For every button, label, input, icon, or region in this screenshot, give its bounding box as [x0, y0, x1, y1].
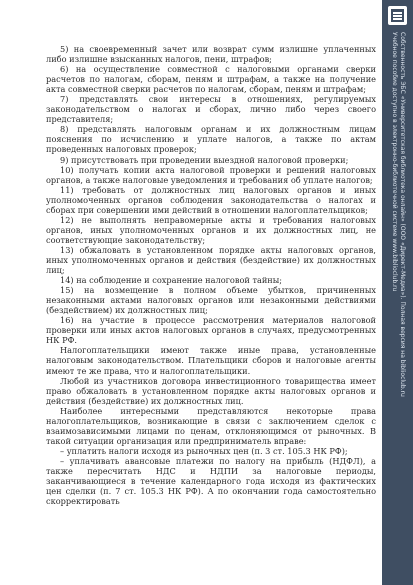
document-body [46, 44, 376, 506]
paragraph-8: 12) не выполнять неправомерные акты и требования налоговых органов, иных уполномоченных органов и их должностных лиц, не соответствующие законодательству; [46, 214, 376, 245]
paragraph-6: 10) получать копии акта налоговой проверки и решений налоговых органов, а также налоговые уведомления и требования об уплате налогов; [46, 164, 376, 185]
paragraph-11: 15) на возмещение в полном объеме убытков, причиненных незаконными актами налоговых органов или незаконными действиями (бездействием) их должностных лиц; [46, 285, 376, 316]
paragraph-14: Любой из участников договора инвестиционного товарищества имеет право обжаловать в установленном порядке акты налоговых органов и действия (бездействие) их должностных лиц. [46, 375, 376, 406]
paragraph-5: 9) присутствовать при проведении выездной налоговой проверки; [60, 154, 349, 165]
paragraph-4: 8) представлять налоговым органам и их должностным лицам пояснения по исчислению и уплате налогов, а также по актам проведенных налоговых проверок; [46, 124, 376, 155]
sidebar-line-2: Учебное пособие доступно в электронно-библиотечной системе www.biblioclub.ru [391, 32, 398, 292]
paragraph-10: 14) на соблюдение и сохранение налоговой тайны; [60, 275, 283, 286]
paragraph-17: – уплачивать авансовые платежи по налогу на прибыль (НДФЛ), а также пересчитать НДС и НДПИ за налоговые периоды, заканчивающиеся в течение календарного года исходя из фактических цен сделки (п. 7 ст. 105.3 НК РФ). А по окончании года самостоятельно скорректировать [46, 455, 376, 507]
paragraph-16: – уплатить налоги исходя из рыночных цен (п. 3 ст. 105.3 НК РФ); [60, 445, 348, 456]
paragraph-15: Наиболее интересными представляются некоторые права налогоплательщиков, возникающие в связи с заключением сделок с взаимозависимыми лицами по ценам, отклоняющимся от рыночных. В такой ситуации организация или предприниматель вправе: [46, 405, 376, 446]
sidebar-watermark-text [390, 32, 406, 397]
sidebar-line-1: Собственность ЭБС «Университетская библиотека онлайн» (ООО «Директ-Медиа»). Полная версия на biblioclub.ru [399, 32, 406, 397]
library-sidebar [382, 0, 413, 585]
paragraph-7: 11) требовать от должностных лиц налоговых органов и иных уполномоченных органов соблюдения законодательства о налогах и сборах при совершении ими действий в отношении налогоплательщиков; [46, 184, 376, 215]
paragraph-1: 5) на своевременный зачет или возврат сумм излишне уплаченных либо излишне взысканных налогов, пени, штрафов; [46, 44, 376, 65]
paragraph-13: Налогоплательщики имеют также иные права, установленные налоговым законодательством. Плательщики сборов и налоговые агенты имеют те же права, что и налогоплательщики. [46, 345, 376, 376]
paragraph-2: 6) на осуществление совместной с налоговыми органами сверки расчетов по налогам, сборам, пеням и штрафам, а также на получение акта совместной сверки расчетов по налогам, сборам, пеням и штрафам; [46, 64, 376, 95]
paragraph-12: 16) на участие в процессе рассмотрения материалов налоговой проверки или иных актов налоговых органов в случаях, предусмотренных НК РФ. [46, 315, 376, 346]
paragraph-3: 7) представлять свои интересы в отношениях, регулируемых законодательством о налогах и сборах, лично либо через своего представителя; [46, 94, 376, 125]
paragraph-9: 13) обжаловать в установленном порядке акты налоговых органов, иных уполномоченных органов и действия (бездействие) их должностных лиц; [46, 244, 376, 276]
library-logo-icon [388, 6, 407, 25]
